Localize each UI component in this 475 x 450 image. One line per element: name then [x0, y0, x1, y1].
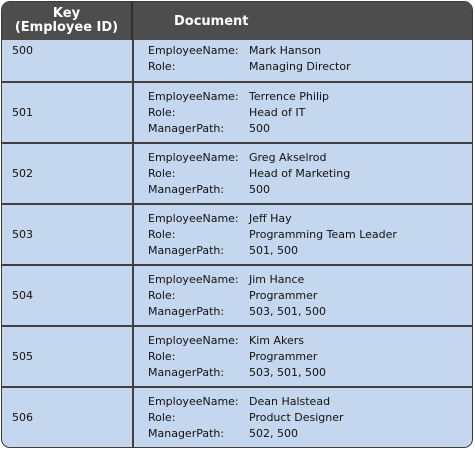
document-cell — [148, 205, 397, 264]
employee-key: 501 — [12, 106, 33, 119]
key-column-header — [2, 2, 133, 40]
field-label: ManagerPath: — [148, 426, 225, 440]
field-label: EmployeeName: — [148, 333, 239, 347]
field-value: Mark Hanson — [249, 44, 322, 57]
employee-name-line — [148, 211, 397, 227]
employee-key: 500 — [12, 44, 33, 57]
document-column-header: Document — [174, 13, 249, 29]
field-value: Jim Hance — [249, 272, 305, 286]
employee-key: 506 — [12, 411, 33, 424]
field-label: Role: — [148, 288, 176, 302]
document-cell — [148, 327, 326, 386]
field-value: 501, 500 — [249, 243, 298, 257]
employee-name-line — [148, 43, 351, 59]
field-label: EmployeeName: — [148, 272, 239, 286]
field-value: Product Designer — [249, 410, 344, 424]
field-label: Role: — [148, 349, 176, 363]
manager-path-line — [148, 121, 329, 137]
field-label: EmployeeName: — [148, 211, 239, 225]
field-label: ManagerPath: — [148, 365, 225, 379]
field-label: EmployeeName: — [148, 89, 239, 103]
employee-name-line — [148, 272, 326, 288]
field-value: Programming Team Leader — [249, 227, 397, 241]
field-value: Head of IT — [249, 105, 306, 119]
field-value: 502, 500 — [249, 426, 298, 440]
document-cell — [148, 144, 350, 203]
field-value: Managing Director — [249, 60, 351, 73]
field-value: Dean Halstead — [249, 394, 331, 408]
manager-path-line — [148, 426, 344, 442]
employee-key: 502 — [12, 167, 33, 180]
field-label: ManagerPath: — [148, 121, 225, 135]
employee-name-line — [148, 150, 350, 166]
field-value: Terrence Philip — [249, 89, 330, 103]
field-label: ManagerPath: — [148, 304, 225, 318]
field-label: Role: — [148, 410, 176, 424]
field-value: Programmer — [249, 288, 318, 302]
field-value: Head of Marketing — [249, 166, 351, 180]
field-label: EmployeeName: — [148, 150, 239, 164]
field-value: 500 — [249, 121, 270, 135]
manager-path-line — [148, 304, 326, 320]
table-row — [2, 203, 472, 264]
table-row — [2, 81, 472, 142]
field-value: Programmer — [249, 349, 318, 363]
document-cell — [148, 266, 326, 325]
role-line — [148, 288, 326, 304]
field-label: Role: — [148, 105, 176, 119]
employee-name-line — [148, 89, 329, 105]
manager-path-line — [148, 243, 397, 259]
field-label: ManagerPath: — [148, 243, 225, 257]
key-header-line1: Key — [52, 6, 81, 21]
field-value: Kim Akers — [249, 333, 305, 347]
role-line — [148, 105, 329, 121]
field-label: Role: — [148, 166, 176, 180]
document-cell — [148, 388, 344, 447]
field-label: Role: — [148, 227, 176, 241]
role-line — [148, 227, 397, 243]
table-row — [2, 142, 472, 203]
employee-document-table — [1, 1, 473, 448]
field-value: 500 — [249, 182, 270, 196]
field-value: Greg Akselrod — [249, 150, 327, 164]
document-cell — [148, 83, 329, 142]
role-line — [148, 166, 350, 182]
table-row — [2, 264, 472, 325]
employee-name-line — [148, 394, 344, 410]
role-line — [148, 59, 351, 75]
table-row — [2, 386, 472, 447]
employee-name-line — [148, 333, 326, 349]
employee-key: 503 — [12, 228, 33, 241]
key-header-line2: (Employee ID) — [14, 20, 119, 35]
table-header — [2, 2, 472, 40]
field-label: EmployeeName: — [148, 44, 239, 57]
table-row — [2, 325, 472, 386]
field-value: Jeff Hay — [249, 211, 292, 225]
role-line — [148, 349, 326, 365]
role-line — [148, 410, 344, 426]
field-value: 503, 501, 500 — [249, 304, 326, 318]
field-label: ManagerPath: — [148, 182, 225, 196]
manager-path-line — [148, 182, 350, 198]
employee-key: 504 — [12, 289, 33, 302]
employee-key: 505 — [12, 350, 33, 363]
field-value: 503, 501, 500 — [249, 365, 326, 379]
manager-path-line — [148, 365, 326, 381]
field-label: EmployeeName: — [148, 394, 239, 408]
field-label: Role: — [148, 60, 176, 73]
